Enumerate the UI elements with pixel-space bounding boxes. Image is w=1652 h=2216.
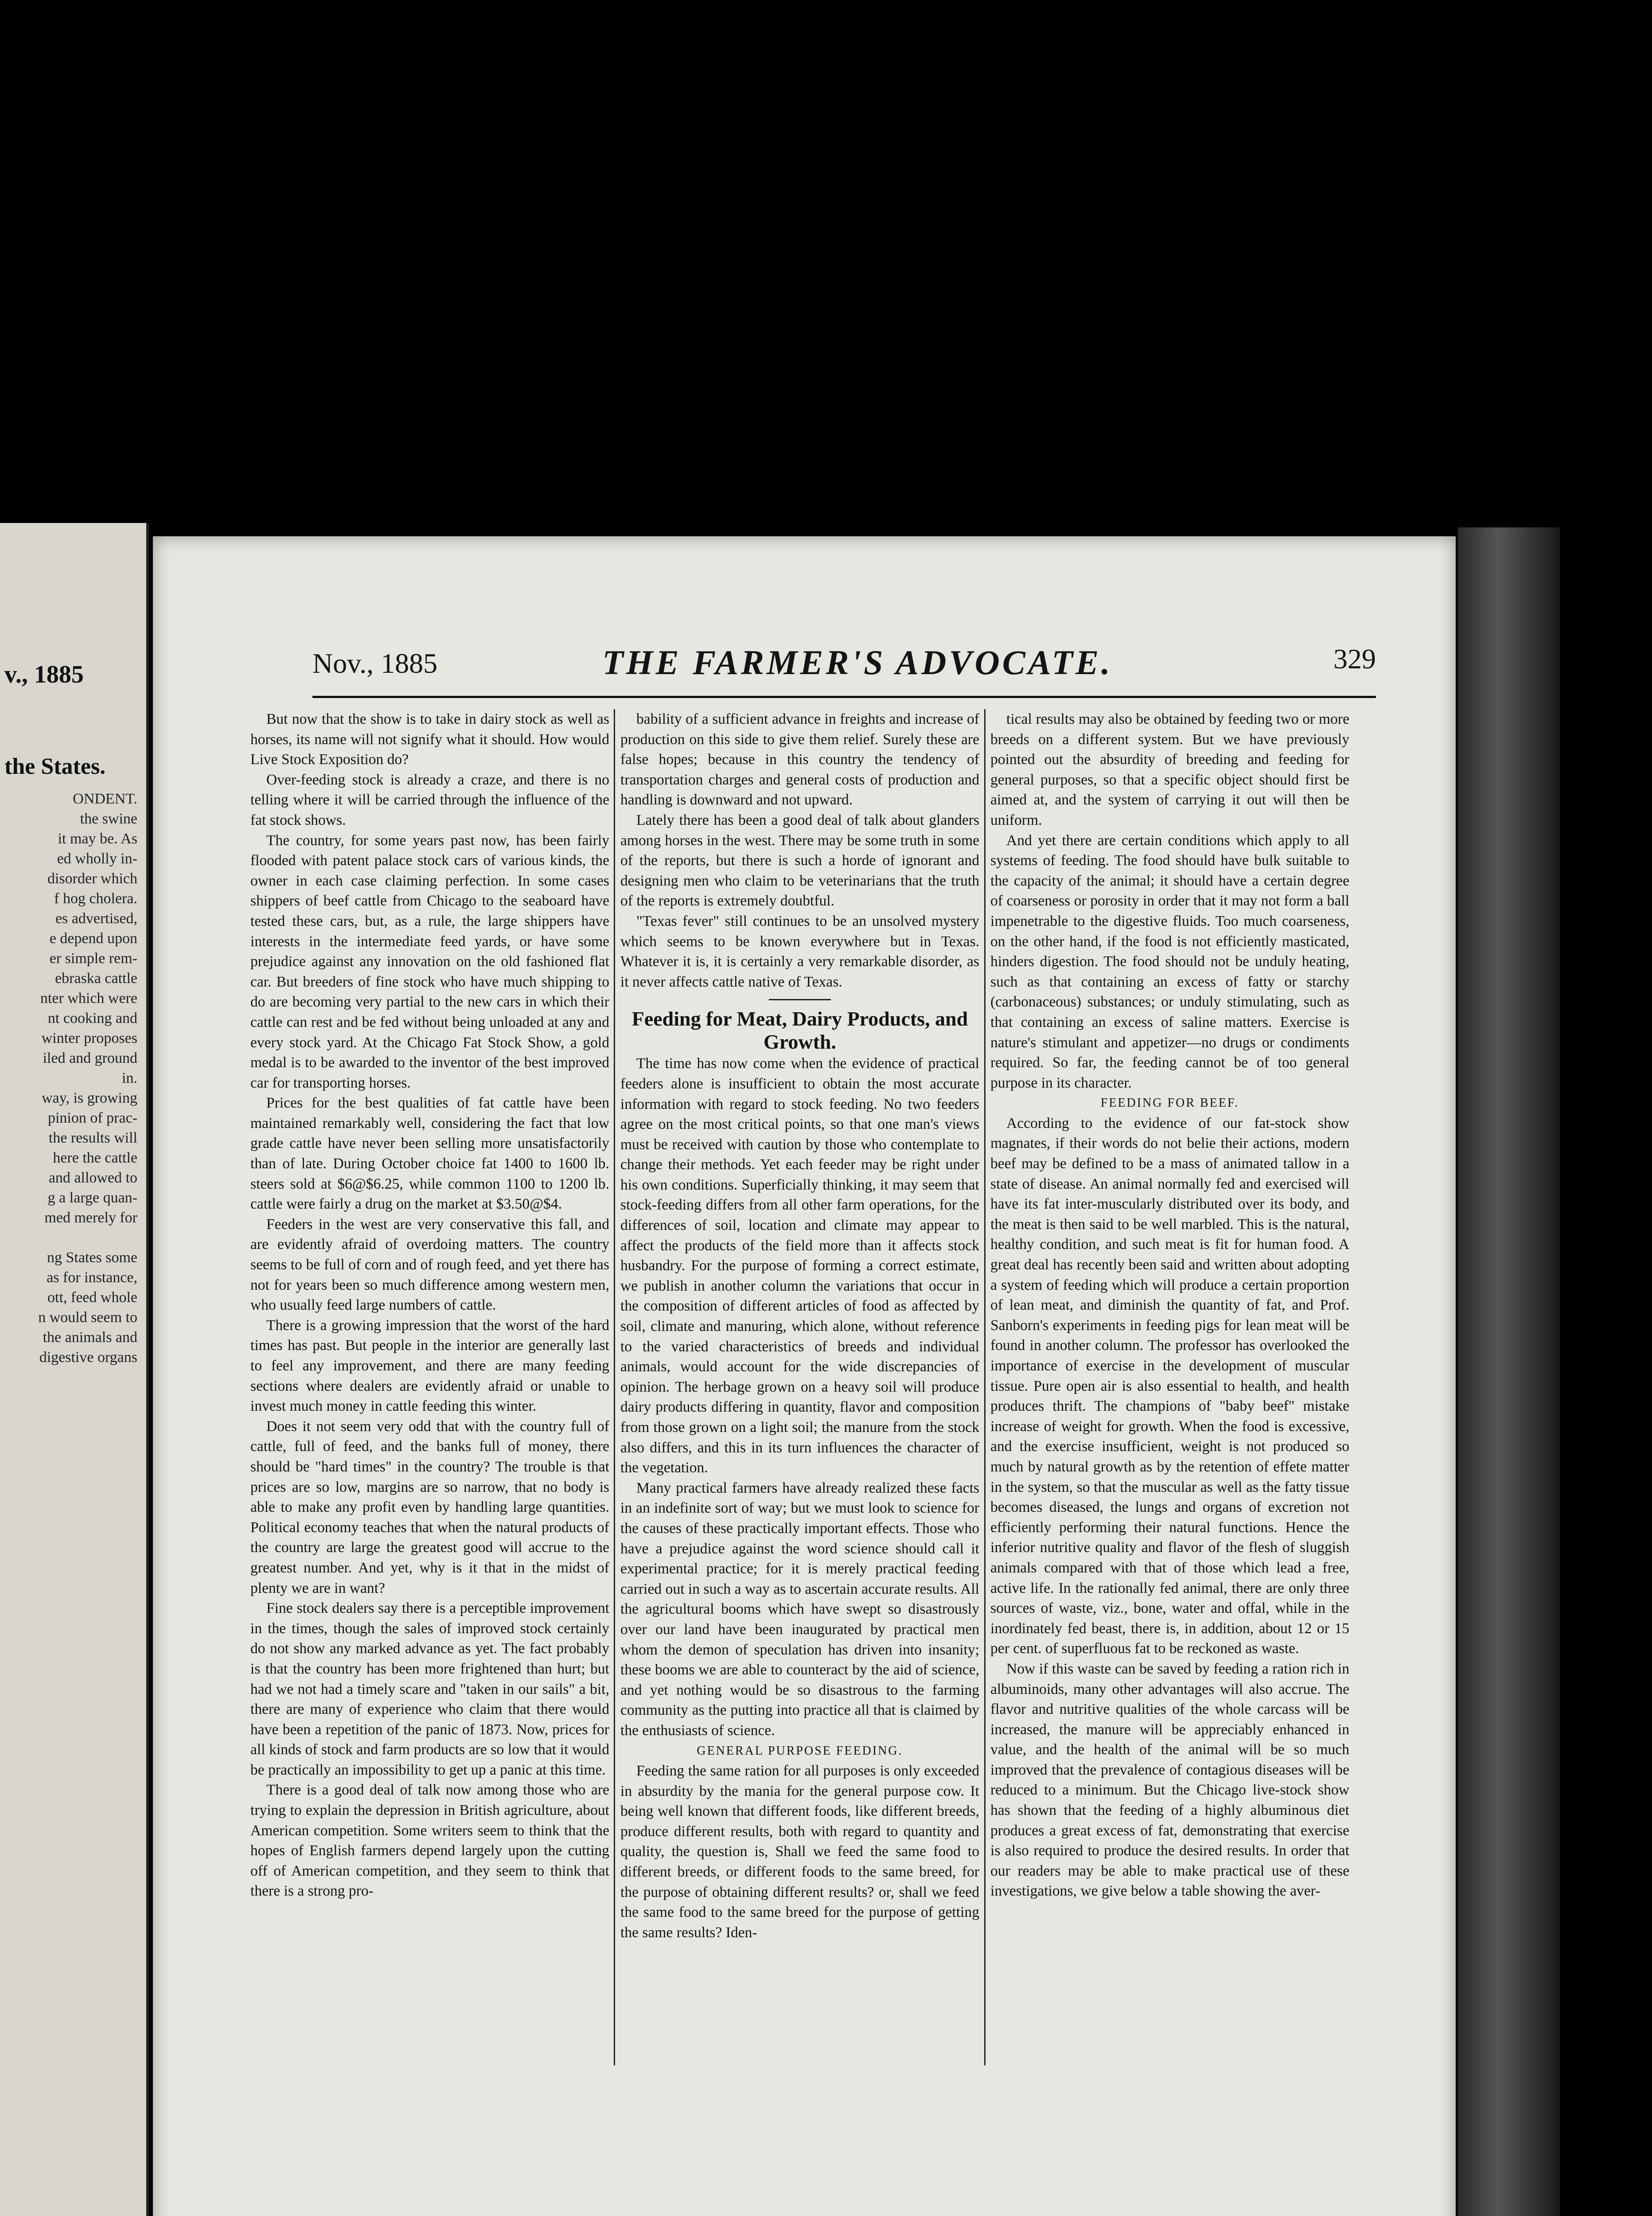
paragraph: Prices for the best qualities of fat cattle have been maintained remarkably well, considering the fact that low grade cattle have never been selling more unsatisfactorily than of late. During October choice fat 1400 to 1600 lb. steers sold at $6@$6.25, while common 1100 to 1200 lb. cattle were fairly a drug on the market at $3.50@$4. [250,1095,609,1213]
section-divider [769,999,831,1000]
issue-date: Nov., 1885 [312,648,438,679]
article-title: Feeding for Meat, Dairy Products, and Growth. [631,1007,968,1053]
paragraph: Feeding the same ration for all purposes is only exceeded in absurdity by the mania for the general purpose cow. It being well known that different foods, like different breeds, produce different results, both with regard to quantity and quality, the question is, Shall we feed the same food to different breeds, or different foods to the same breed, for the purpose of obtaining different results? or, shall we feed the same food to the same breed for the purpose of getting the same results? Iden- [620,1763,979,1941]
paragraph: According to the evidence of our fat-stock show magnates, if their words do not belie their actions, modern beef may be defined to be a mass of animated tallow in a state of disease. An animal normally fed and exercised will have its fat inter-muscularly distributed over its body, and the meat is then said to be well marbled. This is the natural, healthy condition, and such meat is fit for human food. A great deal has recently been said and written about adopting a system of feeding which will produce a certain proportion of lean meat, and diminish the quantity of fat, and Prof. Sanborn's experiments in feeding pigs for lean meat will be found in another column. The professor has overlooked the importance of exercise in the development of muscular tissue. Pure open air is also essential to health, and health produces thrift. The champions of "baby beef" mistake increase of weight for growth. When the food is excessive, and the exercise insufficient, weight is not produced so much by natural growth as by the retention of effete matter in the system, so that the muscular as well as the fatty tissue becomes diseased, the lungs and organs of excretion not efficiently performing their natural functions. Hence the inferior nutritive quality and flavor of the flesh of sluggish animals compared with that of those which lead a free, active life. In the rationally fed animal, there are only three sources of waste, viz., bone, water and offal, while in the inordinately fed beast, there is, in addition, about 12 or 15 per cent. of superfluous fat to be reckoned as waste. [990,1115,1349,1657]
paragraph: Lately there has been a good deal of talk about glanders among horses in the west. There may be some truth in some of the reports, but there is such a horde of ignorant and designing men who claim to be veterinarians that the truth of the reports is extremely doubtful. [620,811,979,909]
paragraph: The country, for some years past now, has been fairly flooded with patent palace stock cars of various kinds, the owner in each case claiming perfection. In some cases shippers of beef cattle from Chicago to the seaboard have tested these cars, but, as a rule, the large shippers have interests in the intermediate feed yards, or have some prejudice against any innovation on the old fashioned flat car. But breeders of fine stock who have much shipping to do are becoming very partial to the new cars in which their cattle can rest and be fed without being unloaded at any and every stock yard. At the Chicago Fat Stock Show, a gold medal is to be awarded to the inventor of the best improved car for transporting horses. [250,832,609,1091]
paragraph: Over-feeding stock is already a craze, and there is no telling where it will be carried through the influence of the fat stock shows. [250,771,609,828]
column-2 [620,709,979,2083]
paragraph: There is a good deal of talk now among those who are trying to explain the depression in British agriculture, about American competition. Some writers seem to think that the hopes of English farmers depend largely upon the cutting off of American competition, and they seem to think that there is a strong pro- [250,1782,609,1900]
paragraph: Does it not seem very odd that with the country full of cattle, full of feed, and the banks full of money, there should be "hard times" in the country? The trouble is that prices are so low, margins are so narrow, that no body is able to make any profit even by handling large quantities. Political economy teaches that when the natural products of the country are large the greatest good will accrue to the greatest number. And yet, why is it that in the midst of plenty we are in want? [250,1418,609,1596]
paragraph: But now that the show is to take in dairy stock as well as horses, its name will not signify what it should. How would Live Stock Exposition do? [250,711,609,768]
facing-page-edge [0,523,149,2216]
paragraph: tical results may also be obtained by feeding two or more breeds on a different system. But we have previously pointed out the absurdity of breeding and feeding for general purposes, so that a specific object should first be aimed at, and the system of carrying it out will then be uniform. [990,711,1349,828]
paragraph: There is a growing impression that the worst of the hard times has past. But people in the interior are generally last to feel any improvement, and there are many feeding sections where dealers are evidently afraid or unable to invest much money in cattle feeding this winter. [250,1317,609,1415]
column-1 [250,709,609,2083]
paragraph: Fine stock dealers say there is a perceptible improvement in the times, though the sales of improved stock certainly do not show any marked advance as yet. The fact probably is that the country has been more frightened than hurt; but had we not had a timely scare and "taken in our sails" a bit, there are many of experience who claim that there would have been a repetition of the panic of 1873. Now, prices for all kinds of stock and farm products are so low that it would be practically an impossibility to get up a panic at this time. [250,1600,609,1778]
paragraph: "Texas fever" still continues to be an unsolved mystery which seems to be known everywhere but in Texas. Whatever it is, it is certainly a very remarkable disorder, as it never affects cattle native of Texas. [620,913,979,990]
paragraph: Now if this waste can be saved by feeding a ration rich in albuminoids, many other advantages will also accrue. The flavor and nutritive qualities of the whole carcass will be increased, the manure will be appreciably enhanced in value, and the health of the animal will be so much improved that the prevalence of contagious diseases will be reduced to a minimum. But the Chicago live-stock show has shown that the feeding of a highly albuminous diet produces a great excess of fat, demonstrating that exercise is also required to produce the desired results. In order that our readers may be able to make practical use of these investigations, we give below a table showing the aver- [990,1660,1349,1900]
paragraph: Many practical farmers have already realized these facts in an indefinite sort of way; but we must look to science for the causes of these practically important effects. Those who have a prejudice against the word science should call it experimental practice; for it is merely practical feeding carried out in such a way as to ascertain accurate results. All the agricultural booms which have swept so disastrously over our land have been inaugurated by practical men whom the demon of speculation has driven into insanity; these booms we are able to counteract by the aid of science, and yet nothing would be so disastrous to the farming community as the putting into practice all that is claimed by the enthusiasts of science. [620,1479,979,1739]
column-rule [614,709,615,2065]
facing-page-title: the States. [4,754,106,779]
running-head [312,643,1376,698]
newspaper-page [153,536,1456,2216]
paragraph: The time has now come when the evidence of practical feeders alone is insufficient to obtain the most accurate information with regard to stock feeding. No two feeders agree on the most critical points, so that one man's views must be received with caution by those who contemplate to change their methods. Yet each feeder may be right under his own conditions. Superficially thinking, it may seem that stock-feeding differs from all other farm operations, for the differences of soil, location and climate may appear to affect the products of the field more than it affects stock husbandry. For the purpose of forming a correct estimate, we publish in another column the variations that occur in the composition of different articles of food as affected by soil, climate and manuring, which alone, without reference to the varied characteristics of breeds and individual animals, would account for the wide discrepancies of opinion. The herbage grown on a heavy soil will produce dairy products differing in quantity, flavor and composition from those grown on a light soil; the manure from the stock also differs, and this in its turn influences the character of the vegetation. [620,1055,979,1476]
facing-page-header: v., 1885 [4,661,84,688]
paragraph: Feeders in the west are very conservative this fall, and are evidently afraid of overdoing matters. The country seems to be full of corn and of rough feed, and yet there has not for years been so much difference among western men, who usually feed large numbers of cattle. [250,1216,609,1314]
section-subhead: GENERAL PURPOSE FEEDING. [697,1744,903,1758]
page-number: 329 [1333,643,1376,675]
book-binding [1458,527,1560,2216]
paragraph: bability of a sufficient advance in freights and increase of production on this side to give them relief. Surely these are false hopes; because in this country the tendency of transportation charges and general costs of production and handling is downward and not upward. [620,711,979,808]
facing-page-text: ONDENT. the swine it may be. As ed wholly in- disorder which f hog cholera. es advertised, e depend upon er simple rem- ebraska cattle nter which were nt cooking and winter proposes iled and ground in. way, is growing pinion of prac- the results will here the cattle and allowed to g a large quan- med merely for ng States some as for instance, ott, feed whole n would seem to the animals and digestive organs [38,791,137,1365]
section-subhead: FEEDING FOR BEEF. [1100,1096,1239,1110]
column-rule [984,709,986,2065]
column-3 [990,709,1349,2083]
paragraph: And yet there are certain conditions which apply to all systems of feeding. The food should have bulk suitable to the capacity of the animal; it should have a certain degree of coarseness or porosity in order that it may not form a ball impenetrable to the digestive fluids. Too much coarseness, on the other hand, if the food is not efficiently masticated, hinders digestion. The food should not be unduly heating, such as that containing an excess of fatty or starchy (carbonaceous) substances; or unduly stimulating, such as that containing an excess of saline matters. Exercise is nature's stimulant and appetizer—no drugs or condiments required. So far, the feeding cannot be of too general purpose in its character. [990,832,1349,1091]
masthead: THE FARMER'S ADVOCATE. [602,643,1113,682]
